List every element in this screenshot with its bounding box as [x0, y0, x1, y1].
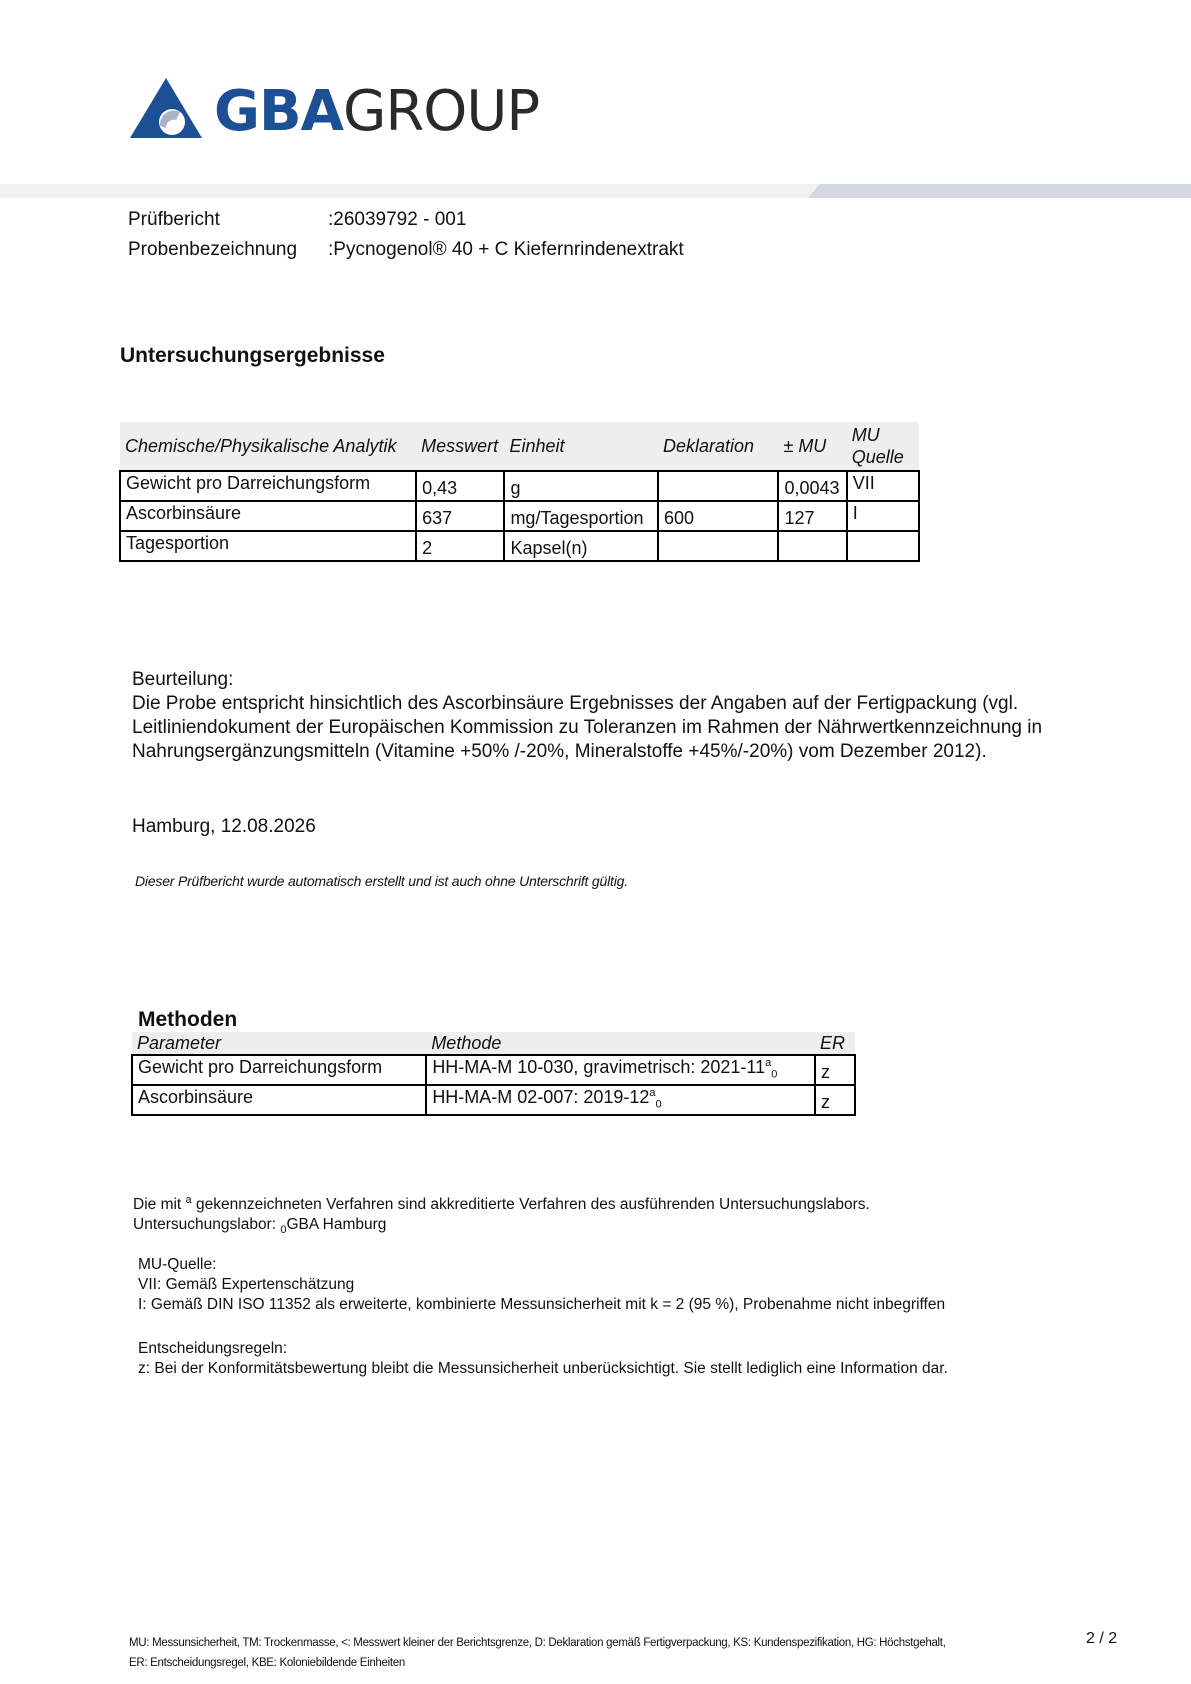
cell-er: z — [815, 1055, 855, 1085]
gba-group-logo — [130, 76, 570, 146]
methods-table — [131, 1032, 856, 1116]
cell-value: 2 — [416, 531, 504, 561]
cell-analysis: Tagesportion — [120, 531, 416, 561]
cell-method: HH-MA-M 02-007: $2019-12^a_0$ — [426, 1085, 815, 1115]
results-table — [119, 422, 920, 562]
cell-value: 0,43 — [416, 471, 504, 501]
report-number-row — [128, 209, 466, 231]
cell-mu-source: VII — [847, 471, 919, 501]
cell-analysis: Ascorbinsäure — [120, 501, 416, 531]
cell-mu: 0,0043 — [778, 471, 846, 501]
cell-parameter: Gewicht pro Darreichungsform — [132, 1055, 426, 1085]
header-band — [0, 184, 1191, 198]
gba-triangle-logo-icon — [130, 78, 202, 140]
assessment-text: Die Probe entspricht hinsichtlich des Ascorbinsäure Ergebnisses der Angaben auf der Fertigpackung (vgl. Leitliniendokument der Europäischen Kommission zu Toleranzen im Rahmen der Nährwertkennzeichnung in Nahrungsergänzungsmitteln (Vitamine +50% /-20%, Mineralstoffe +45%/-20%) vom Dezember 2012). — [132, 693, 1043, 762]
cell-unit: mg/Tagesportion — [504, 501, 658, 531]
col-declaration: Deklaration — [658, 422, 778, 471]
results-header-row — [120, 422, 919, 471]
results-heading: Untersuchungsergebnisse — [120, 344, 385, 367]
cell-declaration — [658, 471, 778, 501]
page-number: 2 / 2 — [1086, 1630, 1118, 1647]
footer-abbreviations: MU: Messunsicherheit, TM: Trockenmasse, <: Messwert kleiner der Berichtsgrenze, D: Deklaration gemäß Fertigverpackung, KS: Kundenspezifikation, HG: Höchstgehalt, ER: Entscheidungsregel, KBE: Koloniebildende Einheiten — [129, 1637, 946, 1669]
cell-mu: 127 — [778, 501, 846, 531]
sample-name-row — [128, 239, 684, 261]
cell-unit: Kapsel(n) — [504, 531, 658, 561]
sample-label: Probenbezeichnung — [128, 239, 298, 260]
cell-declaration — [658, 531, 778, 561]
auto-generated-note: Dieser Prüfbericht wurde automatisch erstellt und ist auch ohne Unterschrift gültig. — [135, 873, 628, 889]
table-row — [132, 1085, 855, 1115]
methods-heading: Methoden — [138, 1008, 238, 1031]
mu-source-note: MU-Quelle: VII: Gemäß Expertenschätzung I: Gemäß DIN ISO 11352 als erweiterte, kombinierte Messunsicherheit mit k = 2 (95 %), Probenahme nicht inbegriffen — [138, 1256, 946, 1313]
report-label: Prüfbericht — [128, 209, 220, 230]
table-row — [120, 501, 919, 531]
cell-method: HH-MA-M 10-030, gravimetrisch: $2021-11^a_0$ — [426, 1055, 815, 1085]
cell-unit: g — [504, 471, 658, 501]
methods-header-row — [132, 1032, 855, 1055]
decision-rules-note: Entscheidungsregeln: z: Bei der Konformitätsbewertung bleibt die Messunsicherheit unberücksichtigt. Sie stellt lediglich eine Information dar. — [138, 1340, 948, 1377]
col-parameter: Parameter — [132, 1032, 426, 1055]
col-mu-source: MU Quelle — [847, 422, 919, 471]
cell-mu-source — [847, 531, 919, 561]
assessment-label: Beurteilung: — [132, 669, 234, 690]
cell-analysis: Gewicht pro Darreichungsform — [120, 471, 416, 501]
table-row — [120, 471, 919, 501]
cell-er: z — [815, 1085, 855, 1115]
accreditation-note: Die mit $^a$ gekennzeichneten Verfahren sind akkreditierte Verfahren des ausführenden Untersuchungslabors. Untersuchungslabor: $_0$GBA Hamburg — [133, 1194, 870, 1237]
col-value: Messwert — [416, 422, 504, 471]
col-analysis: Chemische/Physikalische Analytik — [120, 422, 416, 471]
place-date: Hamburg, 12.08.2026 — [132, 816, 316, 837]
assessment-block — [132, 668, 1092, 764]
col-unit: Einheit — [504, 422, 658, 471]
col-mu: ± MU — [778, 422, 846, 471]
cell-mu-source: I — [847, 501, 919, 531]
sample-value: :Pycnogenol® 40 + C Kiefernrindenextrakt — [328, 239, 684, 260]
cell-mu — [778, 531, 846, 561]
cell-value: 637 — [416, 501, 504, 531]
col-method: Methode — [426, 1032, 815, 1055]
report-value: :26039792 - 001 — [328, 209, 467, 230]
cell-declaration: 600 — [658, 501, 778, 531]
cell-parameter: Ascorbinsäure — [132, 1085, 426, 1115]
table-row — [132, 1055, 855, 1085]
table-row — [120, 531, 919, 561]
col-er: ER — [815, 1032, 855, 1055]
logo-wordmark: GBAGROUP — [214, 79, 540, 144]
